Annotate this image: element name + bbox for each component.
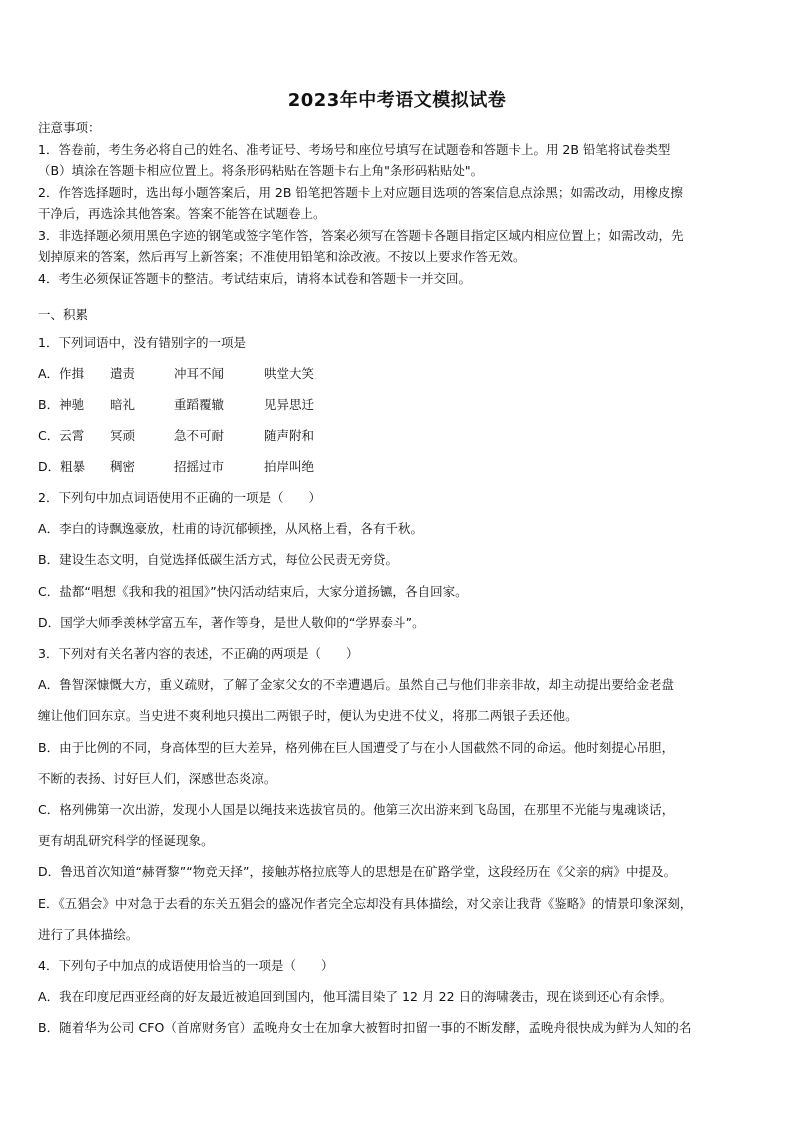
question-4-line: B．随着华为公司 CFO（首席财务官）孟晚舟女士在加拿大被暂时扣留一事的不断发酵，孟晚舟很快成为鲜为人知的名 [38, 1020, 692, 1035]
notice-line: （B）填涂在答题卡相应位置上。将条形码粘贴在答题卡右上角"条形码粘贴处"。 [38, 163, 484, 178]
question-1-option-a [38, 364, 374, 382]
option-word: C．云霄 [38, 428, 85, 443]
question-3-line: C．格列佛第一次出游，发现小人国是以绳技来选拔官员的。他第三次出游来到飞岛国，在那里不光能与鬼魂谈话， [38, 802, 675, 817]
page-title: 2023年中考语文模拟试卷 [287, 90, 507, 111]
notice-heading: 注意事项： [38, 120, 101, 135]
question-3-stem: 3．下列对有关名著内容的表述，不正确的两项是（ ） [38, 646, 359, 661]
notice-line: 划掉原来的答案，然后再写上新答案；不准使用铅笔和涂改液。不按以上要求作答无效。 [38, 249, 526, 264]
question-1-stem: 1．下列词语中，没有错别字的一项是 [38, 335, 246, 350]
notice-line: 4．考生必须保证答题卡的整洁。考试结束后，请将本试卷和答题卡一并交回。 [38, 270, 471, 286]
question-3-line: 进行了具体描绘。 [38, 927, 139, 942]
question-1-option-b [38, 395, 374, 413]
option-word: 急不可耐 [174, 428, 225, 443]
question-2-option-b: B．建设生态文明，自觉选择低碳生活方式，每位公民责无旁贷。 [38, 552, 399, 567]
option-word: A．作揖 [38, 366, 85, 381]
option-word: B．神驰 [38, 397, 85, 412]
option-word: 冲耳不闻 [174, 366, 225, 381]
section-heading: 一、积累 [38, 307, 89, 322]
question-3-line: E．《五猖会》中对急于去看的东关五猖会的盛况作者完全忘却没有具体描绘，对父亲让我背《鉴略》的情景印象深刻， [38, 896, 693, 911]
question-3-line: B．由于比例的不同，身高体型的巨大差异，格列佛在巨人国遭受了与在小人国截然不同的命运。他时刻提心吊胆， [38, 740, 675, 755]
option-word: D．粗暴 [38, 459, 86, 474]
option-word: 招摇过市 [174, 459, 225, 474]
question-1-option-d [38, 457, 374, 475]
option-word: 暗礼 [110, 397, 136, 412]
question-2-option-a: A．李白的诗飘逸豪放，杜甫的诗沉郁顿挫，从风格上看，各有千秋。 [38, 521, 424, 536]
option-word: 稠密 [110, 459, 136, 474]
option-word: 见异思迁 [264, 397, 315, 412]
question-2-stem: 2．下列句中加点词语使用不正确的一项是（ ） [38, 490, 321, 505]
notice-block [38, 117, 760, 289]
option-word: 冥顽 [110, 428, 136, 443]
notice-line: 3．非选择题必须用黑色字迹的钢笔或签字笔作答，答案必须写在答题卡各题目指定区域内相应位置上；如需改动，先 [38, 227, 684, 243]
notice-line: 1．答卷前，考生务必将自己的姓名、准考证号、考场号和座位号填写在试题卷和答题卡上。用 2B 铅笔将试卷类型 [38, 141, 671, 157]
question-3-line: D．鲁迅首次知道“赫胥黎”“物竞天择”，接触苏格拉底等人的思想是在矿路学堂，这段经历在《父亲的病》中提及。 [38, 864, 677, 879]
question-4-stem: 4．下列句子中加点的成语使用恰当的一项是（ ） [38, 958, 334, 973]
question-3-line: A．鲁智深慷慨大方，重义疏财，了解了金家父女的不幸遭遇后。虽然自己与他们非亲非故，却主动提出要给金老盘 [38, 677, 675, 692]
question-3-line: 不断的表扬、讨好巨人们，深感世态炎凉。 [38, 771, 277, 786]
question-4-line: A．我在印度尼西亚经商的好友最近被追回到国内，他耳濡目染了 12 月 22 日的海啸袭击，现在谈到还心有余悸。 [38, 989, 673, 1004]
question-3-line: 更有胡乱研究科学的怪诞现象。 [38, 833, 214, 848]
option-word: 遣责 [110, 366, 136, 381]
notice-line: 2．作答选择题时，选出每小题答案后，用 2B 铅笔把答题卡上对应题目选项的答案信息点涂黑；如需改动，用橡皮擦 [38, 184, 683, 200]
question-1-option-c [38, 426, 374, 444]
option-word: 重蹈覆辙 [174, 397, 225, 412]
question-3-line: 缠让他们回东京。当史进不爽利地只摸出二两银子时，便认为史进不仗义，将那二两银子丢还他。 [38, 708, 578, 723]
notice-line: 干净后，再选涂其他答案。答案不能答在试题卷上。 [38, 206, 326, 221]
option-word: 拍岸叫绝 [264, 459, 315, 474]
question-2-option-c: C．盐都“唱想《我和我的祖国》”快闪活动结束后，大家分道扬镳，各自回家。 [38, 584, 468, 599]
question-2-option-d: D．国学大师季羡林学富五车，著作等身，是世人敬仰的“学界泰斗”。 [38, 615, 425, 630]
option-word: 随声附和 [264, 428, 315, 443]
option-word: 哄堂大笑 [264, 366, 315, 381]
